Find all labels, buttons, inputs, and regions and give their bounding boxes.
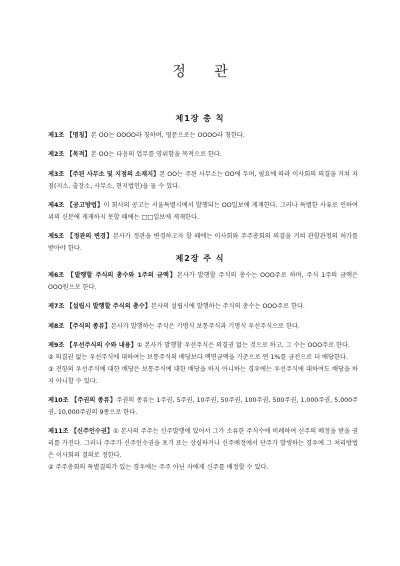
article-1	[48, 130, 358, 142]
article-label: 제9조 【우선주식의 수와 내용】	[48, 341, 137, 349]
chapter-2-heading: 제2장 주 식	[175, 254, 225, 263]
chapter-1-body	[48, 130, 358, 262]
article-label: 제11조 【신주인수권】	[48, 428, 114, 436]
article-2	[48, 149, 358, 161]
article-text: 주권의 종류는 1주권, 5주권, 10주권, 50주권, 100주권, 500주권, 1,000주권, 5,000주권, 10,000주권의 9종으로 한다.	[48, 396, 358, 416]
article-9-clause-2	[48, 352, 358, 364]
article-label: 제7조 【설립시 발행할 주식의 총수】	[48, 303, 151, 311]
article-text: ① 본사의 주주는 신주발행에 있어서 그가 소유한 주식수에 비례하여 신주의 배정을 받을 권리를 가진다. 그러나 주주가 신주인수권을 포기 또는 상실하거나 신주배정에서 단주가 발생하는 경우에 그 처리방법은 이사회의 결의로 정한다.	[48, 428, 359, 459]
clause-text: ② 의결권 없는 우선주식에 대하여는 보통주식의 배당보다 액면금액을 기준으로 연 1%를 금전으로 더 배당한다.	[48, 353, 348, 361]
article-text: ① 본사가 발행할 우선주식은 의결권 없는 것으로 하고, 그 수는 OOO주로 한다.	[136, 341, 350, 349]
article-label: 제5조 【정관의 변경】	[48, 233, 113, 240]
article-text: 본사가 정관을 변경하고자 할 때에는 이사회와 주주총회의 의결을 거쳐 관할관청의 허가를 받아야 한다.	[48, 233, 359, 252]
article-label: 제3조 【주된 사무소 및 지점의 소재지】	[48, 170, 160, 178]
article-6	[48, 270, 358, 294]
article-10	[48, 395, 358, 419]
article-3	[48, 169, 358, 193]
article-label: 제6조 【발행할 주식의 총수와 1주의 금액】	[48, 272, 177, 279]
article-label: 제8조 【주식의 종류】	[48, 322, 111, 330]
article-text: 이 회사의 공고는 서울특별시에서 발행되는 OO일보에 게재한다. 그러나 특별한 사유로 인하여 위의 신문에 게재하지 못할 때에는 □□일보에 게재한다.	[48, 201, 359, 221]
article-text: 본사가 발행하는 주식은 기명식 보통주식과 기명식 우선주식으로 한다.	[110, 322, 300, 330]
article-text: 본사의 설립시에 발행하는 주식의 총수는 OOO주로 한다.	[151, 303, 305, 311]
document-title: 정 관	[172, 64, 240, 80]
article-8	[48, 321, 358, 333]
article-9	[48, 340, 358, 352]
article-label: 제4조 【공고방법】	[48, 201, 104, 209]
chapter-2-body	[48, 270, 358, 481]
article-5	[48, 231, 358, 255]
article-7	[48, 301, 358, 313]
article-4	[48, 200, 358, 224]
article-text: 본 OO는 주된 사무소는 OO에 두며, 필요에 따라 이사회의 의결을 거쳐 지점(지소, 출장소, 사무소, 현지법인)을 둘 수 있다.	[48, 170, 358, 190]
article-text: 본사가 발행할 주식의 총수는 OOO주로 하며, 주식 1주의 금액은 OOO원으로 한다.	[48, 272, 358, 291]
article-label: 제2조 【목적】	[48, 151, 91, 159]
article-text: 본 OO는 OOOO라 칭하며, 영문으로는 OOOO라 칭한다.	[90, 132, 245, 139]
article-11-clause-2	[48, 462, 358, 474]
clause-text: ③ 전항의 우선주식에 대한 배당은 보통주식에 대한 배당을 하지 아니하는 경우에는 우선주식에 대하여도 배당을 하지 아니할 수 있다.	[48, 365, 358, 385]
article-label: 제1조 【명칭】	[48, 132, 91, 139]
article-text: 본 OO는 다음의 업무를 영위함을 목적으로 한다.	[90, 151, 222, 159]
article-9-clause-3	[48, 364, 358, 388]
article-11	[48, 426, 358, 462]
article-label: 제10조 【주권의 종류】	[48, 396, 117, 404]
clause-text: ② 주주총회의 특별결의가 있는 경우에는 주주 아닌 자에게 신주를 배정할 수 있다.	[48, 463, 269, 471]
chapter-1-heading: 제1장 총 칙	[175, 114, 225, 123]
